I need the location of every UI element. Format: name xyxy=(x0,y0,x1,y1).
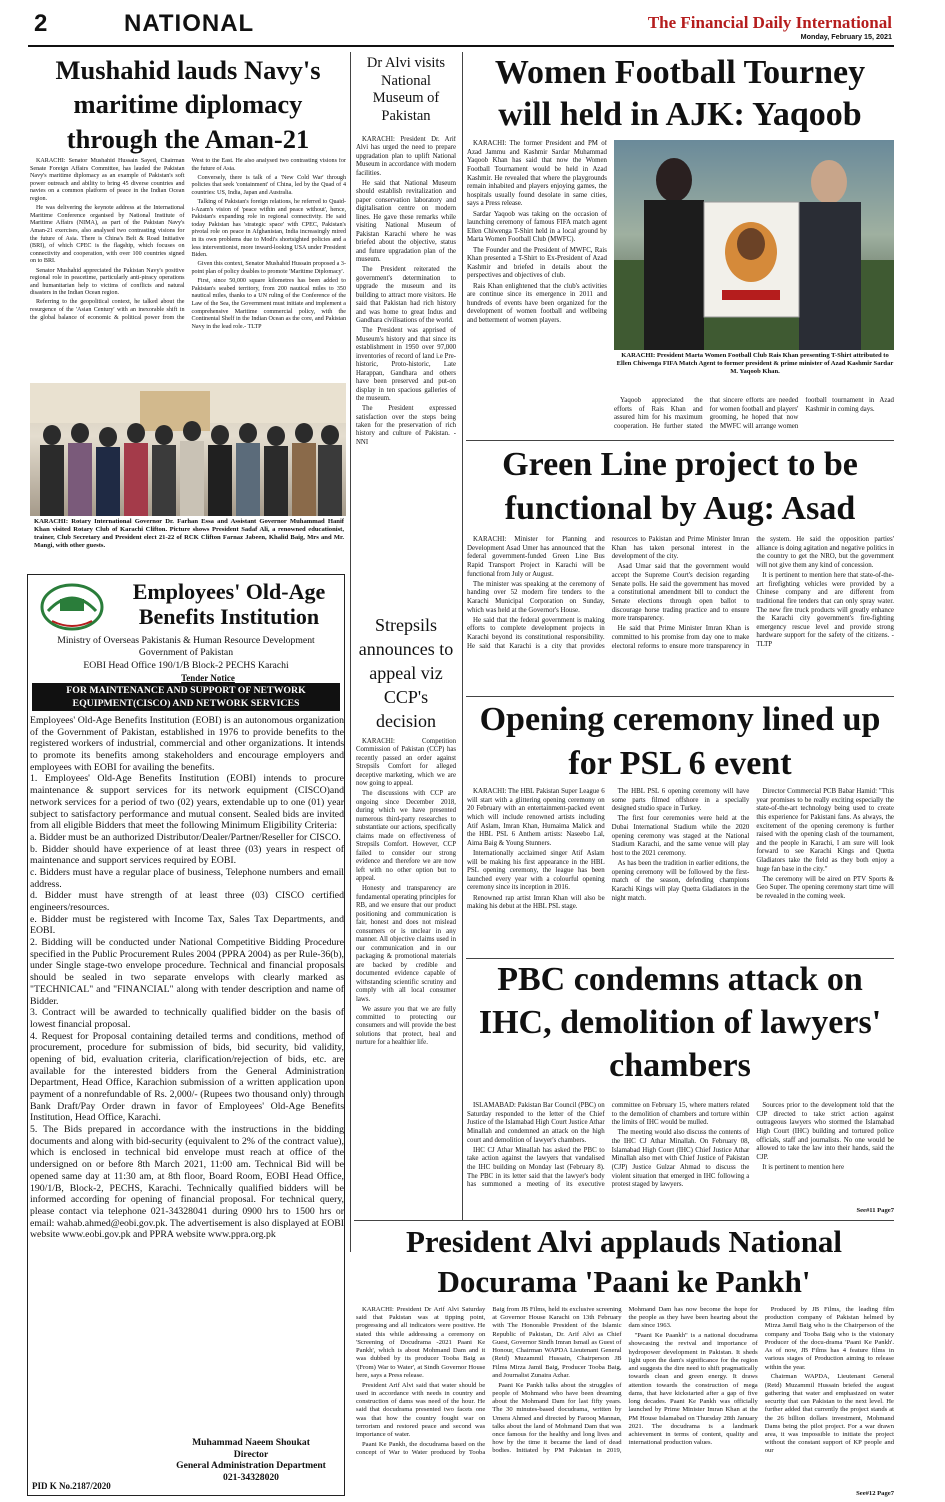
tender-signatory: Muhammad Naeem Shoukat xyxy=(192,1437,310,1448)
football-photo-figures xyxy=(614,140,894,350)
column-rule xyxy=(350,52,351,1252)
tender-notice-label: Tender Notice xyxy=(181,673,235,683)
rotary-caption: KARACHI: Rotary International Governor Dr. Farhan Essa and Assistant Governor Muhammad Hanif Khan visited Rotary Club of Karachi Clifton. Picture shows President Sadaf Ali, a renowned educationist, trainer, Club Secretary and President elect 21-22 of RCK Clifton Farnaz Jabeen, Khalid Baig, Mrs and Mr. Mangi, with other guests. xyxy=(34,518,344,550)
masthead: The Financial Daily International xyxy=(647,13,892,32)
tender-subject: FOR MAINTENANCE AND SUPPORT OF NETWORK EQUIPMENT(CISCO) AND NETWORK SERVICES xyxy=(32,683,340,711)
column-rule xyxy=(462,52,463,1220)
tender-org-title: Employees' Old-Age Benefits Institution xyxy=(132,579,326,630)
section-rule xyxy=(466,696,894,697)
article-body-strepsils: KARACHI: Competition Commission of Pakistan (CCP) has recently passed an order against Strepsils Comfort for alleged deceptive marketing, which we are now going to appeal. The discussions with CCP are ongoing since December 2018, during which we have presented numerous third-party researches to substantiate our actions, specifically claims made on effectiveness of Strepsils Comfort. However, CCP failed to consider our strong evidence and therefore we are now left with no other option but to appeal. Honesty and transparency are fundamental operating principles for RB, and we ensure that our product positioning and communication is fair, honest and does not mislead consumers or is unclear in any manner. All objective claims used in our communication and in our packaging & promotional materials are backed by credible and documented evidence capable of withstanding scientific scrutiny and comply with all local consumer laws. We assure you that we are fully committed to protecting our consumers and will provide the best solutions that protect, heal and nurture for a healthier life. xyxy=(356,738,456,1047)
tender-ministry: Ministry of Overseas Pakistanis & Human Resource Development xyxy=(57,635,315,646)
section-rule xyxy=(466,440,894,441)
docurama-see-page: See#12 Page7 xyxy=(856,1490,894,1497)
header-rule xyxy=(28,45,894,47)
eobi-logo-icon xyxy=(34,581,110,635)
tender-signature-block xyxy=(158,1437,344,1484)
rotary-group-figures xyxy=(30,383,346,516)
headline-strepsils: Strepsils announces to appeal viz CCP's decision xyxy=(358,615,454,731)
headline-alvi-museum: Dr Alvi visits National Museum of Pakistan xyxy=(366,55,446,125)
article-body-docurama: KARACHI: President Dr Arif Alvi Saturday said that Pakistan was at tipping point, progressing and all indicators were positive. He stated this while addressing a ceremony on 'Screening of Docudrama -2021 Paani Ke Pankh', which is about Mohmand Dam and it was dubbed by its producer Tooba Baig as '(From) War to Water', at Sindh Governor House here, says a Press release. President Arif Alvi said that water should be used in accordance with needs in country and construction of dams was need of the hour. He said that docudrama presented two facets one was that how the country fought war on terrorism and restored peace and second was importance of water. Paani Ke Pankh, the docudrama based on the concept of War to Water produced by Tooba Baig from JB Films, held its exclusive screening at Governor House Karachi on 13th February with The Honorable President of the Islamic Republic of Pakistan, Dr. Arif Alvi as Chief Guest, Governor Sindh Imran Ismail as Guest of Honour, Chairman WAPDA Lieutenant General (Retd) Muzammil Hussain, Chairperson JB Films Mirza Jamil Baig, Producer Tooba Baig, and Journalist Zunaira Azhar. Paani Ke Pankh talks about the struggles of people of Mohmand who have been dreaming about the Mohmand Dam for last fifty years. The 30 minutes-based docudrama, written by Umera Ahmed and directed by Farooq Mannan, talks about the land of Mohmand Dam that was once famous for the healthy and long lives and how by the time it became the land of dead bodies. Initiated by PM Pakistan in 2019, Mohmand Dam has now become the hope for the people as they have been hearing about the dam since 1963. "Paani Ke Paankh" is a national docudrama showcasing the revival and importance of hydropower development in Pakistan. It sheds light upon the dam's significance for the region and suggests the dire need to shift pragmatically towards clean and green energy. It draws attention towards the construction of mega dams, that have kickstarted after a gap of five long decades. Paani Ke Pankh was officially launched by Prime Minister Imran Khan at the PM House Islamabad on Thursday 28th January 2021. The docudrama is a landmark achievement in terms of content, quality and international production values. Produced by JB Films, the leading film production company of Pakistan helmed by Mirza Jamil Baig who is the Chairperson of the company and Tooba Baig who is the visionary Producer of the docu-drama 'Paani Ke Pankh'. As of now, JB Films has 4 feature films in various stages of Production aiming to release within the year. Chairman WAPDA, Lieutenant General (Retd) Muzammil Hussain briefed the august gathering that water and emphasized on water security that can Pakistan to the next level. He further added that currently the project stands at the 26 billion dollars investment, Mohmand Dams being the pilot project. For a war drawn area, it was impossible to initiate the project without the constant support of KP people and our xyxy=(356,1306,894,1456)
article-body-mushahid: KARACHI: Senator Mushahid Hussain Sayed, Chairman Senate Foreign Affairs Committee, has lauded the Pakistan Navy's maritime diplomacy as an example of Pakistan's soft power outreach and ability to bring 45 diverse countries and navies on a common platform of peace in the Indian Ocean region. He was delivering the keynote address at the International Maritime Conference organised by National Institute of Maritime Affairs (NIMA), as part of the Pakistan Navy's Aman-21 exercises, also analysed two contrasting visions for the future of Asia. There is China's Belt & Road Initiative (BRI), of which CPEC is the flagship, which focuses on connectivity and cooperation, with over 100 countries signed on to BRI. Senator Mushahid appreciated the Pakistan Navy's positive regional role in peacetime, particularly anti-piracy operations and humanitarian help to victims of conflicts and natural disasters in the Indian Ocean region. Referring to the geopolitical context, he talked about the resurgence of the 'Asian Century' with an inexorable shift in the global balance of economic & political power from the West to the East. He also analysed two contrasting visions for the future of Asia. Conversely, there is talk of a 'New Cold War' through policies that seek 'containment' of China, led by the Quad of 4 countries: US, India, Japan and Australia. Talking of Pakistan's foreign relations, he referred to Quaid-i-Azam's vision of 'peace within and peace without', hence, Pakistan's expanding role in regional connectivity. He said today Pakistan has 'strategic space' with CPEC, Pakistan's pivotal role on peace in Afghanistan, India increasingly mired in its own problems due to Modi's shortsighted policies and a less interventionist, more inward-looking USA under President Biden. Given this context, Senator Mushahid Hussain proposed a 3-point plan of policy doables to promote 'Maritime Diplomacy'. First, since 50,000 square kilometres has been added to Pakistan's seabed territory, from 200 nautical miles to 350 nautical miles, thanks to a UN ruling of the Conference of the Law of the Sea, the Government must initiate and implement a comprehensive Maritime commercial policy, with the Continental Shelf in the Indian Ocean as the core, and Pakistan Navy in the lead role.- TLTP xyxy=(30,158,346,330)
dateline: Monday, February 15, 2021 xyxy=(800,32,892,41)
eobi-logo xyxy=(34,581,110,635)
headline-women-football: Women Football Tourney will held in AJK: Yaqoob xyxy=(494,54,866,133)
section-rule xyxy=(354,1220,894,1221)
article-body-women-football: KARACHI: The former President and PM of Azad Jammu and Kashmir Sardar Muhammad Yaqoob Khan has said that now the Women Football Tournament would be held in Azad Kashmir. He revealed that where the playgrounds remain inhabited and players enjoying games, the hospitals usually found desolate in same cities, says a Press release. Sardar Yaqoob was taking on the occasion of launching ceremony of famous FIFA match agent Ellen Chiwenga T-Shirt held in a local ground by Marta Women Football Club (MWFC). The Founder and the President of MWFC, Rais Khan presented a T-Shirt to Ex-President of Azad Kashmir and briefed in details about the perspectives and objectives of club. Rais Khan enlightened that the club's activities are continue since its emergence in 2011 and hundreds of events have been organized for the development of women football and wellbeing and betterment of women players. xyxy=(467,140,607,324)
article-body-green-line: KARACHI: Minister for Planning and Development Asad Umer has announced that the federal government-funded Green Line Bus Rapid Transport Project in Karachi will be functional from July or August. The minister was speaking at the ceremony of handing over 52 modern fire tenders to the Karachi Municipal Corporation on Sunday, which was held at the Governor's House. He said that the federal government is making efforts to complete development projects in Karachi beyond its constitutional responsibility. He said that Karachi is a city that provides resources to Pakistan and Prime Minister Imran Khan has taken personal interest in the development of the city. Asad Umar said that the government would accept the Supreme Court's decision regarding Senate polls. He said the government has moved a constitutional amendment bill to conduct the Senate elections through open ballot to discourage horse trading practice and to ensure more transparency. He said that Prime Minister Imran Khan is committed to his promise from day one to make electoral reforms to ensure more transparency in the system. He said the opposition parties' alliance is doing agitation and negative politics in the country to get the NRO, but the government will not give them any kind of concession. It is pertinent to mention here that state-of-the-art firefighting vehicles were provided by a Chinese company and are different from traditional fire tenders that can only spray water. The new fire truck products will greatly enhance the Karachi city government's fire-fighting emergency rescue level and provide strong hardware support for the safety of the citizens. - TLTP xyxy=(467,536,894,650)
tender-government: Government of Pakistan xyxy=(138,647,234,659)
tender-body: Employees' Old-Age Benefits Institution (EOBI) is an autonomous organization of the Government of Pakistan, established in 1976 to provide benefits to the registered workers of industrial, commercial and other organizations. It intends to promote its benefits among stakeholders and encourage employers and employees with EOBI for availing the benefits. 1. Employees' Old-Age Benefits Institution (EOBI) intends to procure maintenance & support services for its network equipment (CISCO)and network services for a period of two (02) years, extendable up to one (01) year subject to satisfactory performance and mutual consent. Sealed bids are invited from all eligible Bidders that meet the following Minimum Eligibility Criteria: a. Bidder must be an authorized Distributor/Dealer/Partner/Reseller for CISCO. b. Bidder should have experience of at least three (03) years in respect of maintenance and support services required by EOBI. c. Bidders must have a regular place of business, Telephone numbers and email address. d. Bidder must have strength of at least three (03) CISCO certified engineers/resources. e. Bidder must be registered with Income Tax, Sales Tax Departments, and EOBI. 2. Bidding will be conducted under National Competitive Bidding Procedure specified in the Public Procurement Rules 2004 (PPRA 2004) as per Rule-36(b), under Single stage-two envelope procedure. Technical and financial proposals should be sealed in two separate envelops with clearly marked as "TECHNICAL" and "FINANCIAL" along with tender description and name of Bidder. 3. Contract will be awarded to technically qualified bidder on the basis of lowest financial proposal. 4. Request for Proposal containing detailed terms and conditions, method of procurement, procedure for submission of bids, bid security, bid validity, opening of bid, evaluation criteria, clarification/rejection of bids, etc. are available for the interested bidders from the General Administration Department, Head Office, Karachion submission of a written application upon payment of a nonrefundable of Rs. 2,000/- (Rupees two thousand only) through Bank Draft/Pay Order drawn in favor of Employees' Old-Age Benefits Institution, Head Office, Karachi. 5. The Bids prepared in accordance with the instructions in the bidding documents and along with bid-security (equivalent to 2% of the contract value), which is enclosed in technical bid envelope must reach at office of the undersigned on or before 8th March 2021, 11:00 am. Technical Bid will be opened same day at 11:30 am, at 8th floor, Board Room, EOBI Head Office, 190/1/B, Block-2, PECHS, Karachi. Technically qualified bidders will be informed according for opening of financial proposal. For technical query, please contact via telephone 021-34328041 during 0900 hrs to 1500 hrs or email: wahab.ahmed@eobi.gov.pk. The advertisement is also displayed at EOBI website www.eobi.gov.pk and PPRA website www.ppra.org.pk xyxy=(30,715,344,1241)
headline-pbc: PBC condemns attack on IHC, demolition of lawyers' chambers xyxy=(478,961,882,1085)
section-title: NATIONAL xyxy=(124,10,255,37)
tender-designation: Director xyxy=(233,1448,269,1460)
football-caption: KARACHI: President Marta Women Football Club Rais Khan presenting T-Shirt attributed to Ellen Chiwenga FIFA Match Agent to former president & prime minister of Azad Kashmir Sardar M. Yaqoob Khan. xyxy=(616,352,894,376)
article-body-pbc: ISLAMABAD: Pakistan Bar Council (PBC) on Saturday responded to the letter of the Chief Justice of the Islamabad High Court Justice Athar Minallah and condemned an attack on the high court and demolition of lawyer's chambers. IHC CJ Athar Minallah has asked the PBC to take action against the lawyers that vandalised the IHC building on Monday last (February 8). The PBC in its letter said that the lawyer's body has summoned a meeting of its executive committee on February 15, where matters related to the demolition of chambers and torture within the limits of IHC would be mulled. The meeting would also discuss the contents of the IHC CJ Athar Minallah. On February 08, Islamabad High Court (IHC) Chief Justice Athar Minallah also met with Chief Justice of Pakistan (CJP) Justice Gulzar Ahmad to discuss the violent situation that emerged in IHC following a protest staged by lawyers. Sources prior to the development told that the CJP directed to take strict action against outrageous lawyers who stormed the Islamabad High Court (IHC) building and tortured police officials, staff and journalists. No one would be allowed to take the law into their hands, said the CJP. It is pertinent to mention here xyxy=(467,1102,894,1189)
tender-ministry-block xyxy=(28,635,344,672)
article-body-alvi-museum: KARACHI: President Dr. Arif Alvi has urged the need to prepare upgradation plan to uplift National Museum in accordance with modern facilities. He said that National Museum should establish revitalization and paper conservation laboratory and digitalisation centre on modern lines. He gave these remarks while visiting National Museum of Pakistan Karachi where he was briefed about the objective, status and future upgradation plan of the museum. The President reiterated the government's determination to upgrade the museum and its building to attract more visitors. He said that Pakistan had rich history and was home to great Indus and Gandhara civilisations of the world. The President was apprised of Museum's history and that since its establishment in 1950 over 97,000 inventories of record of land i.e Pre-historic, Proto-historic, Late Harappan, Gandhara and others have been preserved and put-on display in ten spacious galleries of the museum. The President expressed satisfaction over the steps being taken for the preservation of rich history and culture of Pakistan. - NNI xyxy=(356,136,456,446)
tender-notice-advert xyxy=(27,574,345,1496)
tender-phone: 021-34328020 xyxy=(223,1472,279,1484)
headline-mushahid: Mushahid lauds Navy's maritime diplomacy through the Aman-21 xyxy=(55,55,321,154)
page-number: 2 xyxy=(34,10,48,37)
rotary-group-photo xyxy=(30,383,346,516)
article-body-psl: KARACHI: The HBL Pakistan Super League 6 will start with a glittering opening ceremony on 20 February with an entertainment-packed event which will include renowned artists including Atif Aslam, Imran Khan, Humaima Malick and the HBL PSL 6 Anthem artists: Naseebo Lal, Aima Baig & Young Stunners. Internationally acclaimed singer Atif Aslam will be making his first appearance in the HBL PSL opening ceremony, the league has been launched every year with a colourful opening ceremony since its inception in 2016. Renowned rap artist Imran Khan will also be making his debut at the HBL PSL stage. The HBL PSL 6 opening ceremony will have some parts filmed offshore in a specially designed studio space in Turkey. The first four ceremonies were held at the Dubai International Stadium while the 2020 opening ceremony was staged at the National Stadium Karachi, and the same venue will play host to the 2021 ceremony. As has been the tradition in earlier editions, the opening ceremony will be followed by the first-match of the season, defending champions Karachi Kings will play Quetta Gladiators in the night match. Director Commercial PCB Babar Hamid: "This year promises to be really exciting especially the state-of-the-art technology being used to create this experience for Pakistani fans. As always, the excitement of the opening ceremony is further raised with the opening clash of the tournament, and the people in Karachi, I am sure will look forward to see Karachi Kings and Quetta Gladiators take the field as they both enjoy a huge fan base in the city." The ceremony will be aired on PTV Sports & Geo Super. The opening ceremony start time will be revealed in the coming week. xyxy=(467,788,894,911)
tender-address: EOBI Head Office 190/1/B Block-2 PECHS Karachi xyxy=(83,659,289,671)
tender-pid: PID K No.2187/2020 xyxy=(32,1481,111,1491)
football-tshirt-photo xyxy=(614,140,894,350)
tender-department: General Administration Department xyxy=(176,1460,326,1472)
pbc-see-page: See#11 Page7 xyxy=(856,1207,894,1214)
article-body-women-football-cont: Yaqoob appreciated the efforts of Rais Khan and assured him for his maximum cooperation. He further stated that sincere efforts are needed for women football and players' grooming, he hoped that now the MWFC will arrange women football tournament in Azad Kashmir in coming days. xyxy=(614,397,894,430)
headline-docurama: President Alvi applauds National Docurama 'Paani ke Pankh' xyxy=(405,1224,843,1300)
headline-psl: Opening ceremony lined up for PSL 6 event xyxy=(479,701,881,783)
headline-green-line: Green Line project to be functional by Aug: Asad xyxy=(502,446,858,528)
